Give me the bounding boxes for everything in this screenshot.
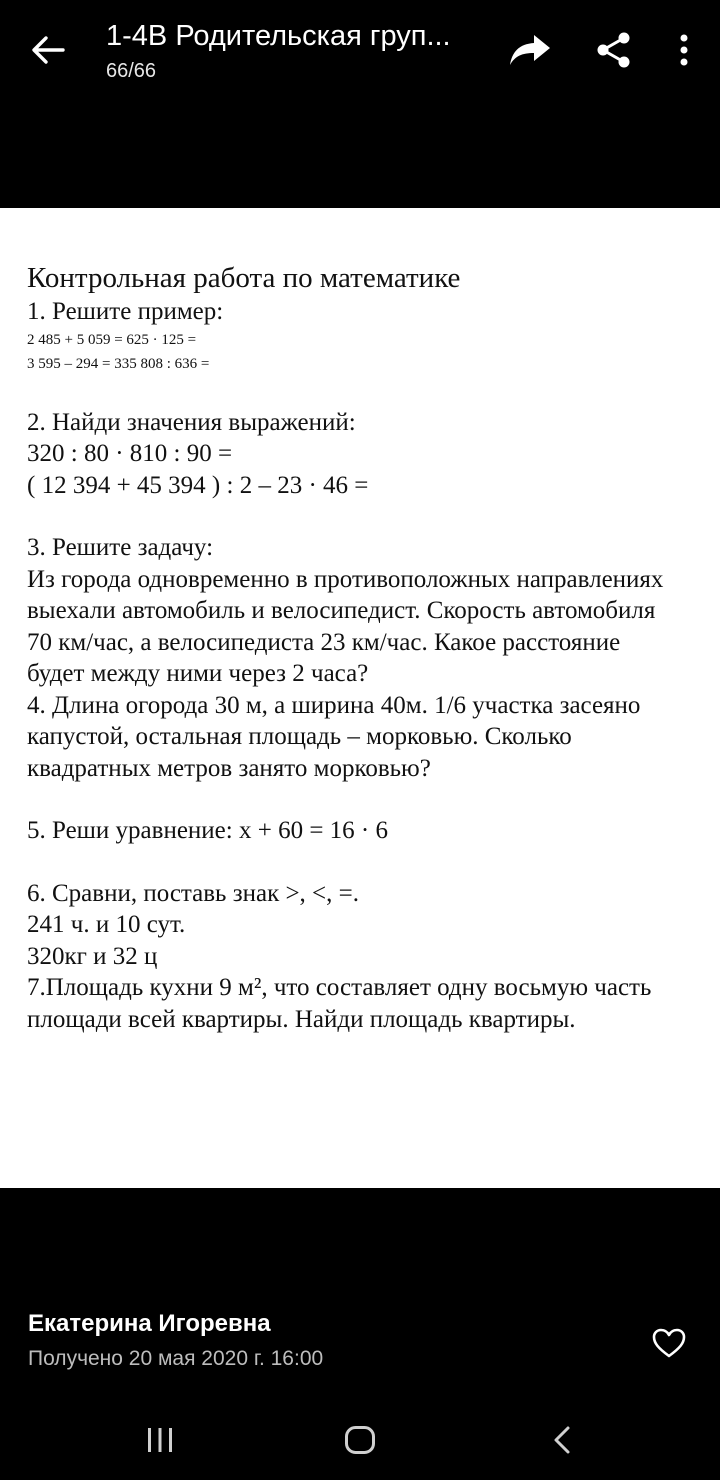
task-3-text-line-3: 70 км/час, а велосипедиста 23 км/час. Какое расстояние: [27, 628, 621, 656]
back-button[interactable]: [24, 28, 72, 72]
task-2-expression-2: ( 12 394 + 45 394 ) : 2 – 23 · 46 =: [27, 471, 369, 499]
like-button[interactable]: [646, 1320, 692, 1366]
arrow-left-icon: [31, 35, 65, 65]
task-7-text-line-1: 7.Площадь кухни 9 м², что составляет одну восьмую часть: [27, 974, 652, 1001]
forward-icon: [508, 33, 552, 67]
sender-name: Екатерина Игоревна: [28, 1310, 271, 1337]
heart-icon: [652, 1328, 686, 1358]
spacer: [27, 501, 720, 532]
task-4-text-line-2: капустой, остальная площадь – морковью. Сколько: [27, 723, 572, 750]
task-6-compare-1: 241 ч. и 10 сут.: [27, 911, 186, 938]
document-heading: Контрольная работа по математике: [27, 262, 461, 294]
chevron-left-icon: [552, 1425, 572, 1455]
task-3-text-line-1: Из города одновременно в противоположных направлениях: [27, 565, 664, 593]
recent-apps-icon: [145, 1426, 175, 1454]
document-text: [27, 260, 720, 1035]
system-navigation-bar: [0, 1400, 720, 1480]
task-3-text-line-2: выехали автомобиль и велосипедист. Скорость автомобиля: [27, 597, 656, 624]
share-button[interactable]: [590, 26, 638, 74]
task-3-title: 3. Решите задачу:: [27, 534, 214, 561]
task-1-example-row-2: 3 595 – 294 = 335 808 : 636 =: [27, 355, 210, 372]
document-image[interactable]: [0, 208, 720, 1188]
task-2-expression-1: 320 : 80 · 810 : 90 =: [27, 440, 233, 467]
forward-button[interactable]: [506, 26, 554, 74]
task-6-title: 6. Сравни, поставь знак >, <, =.: [27, 879, 360, 907]
task-1-title: 1. Решите пример:: [27, 298, 224, 325]
task-4-text-line-3: квадратных метров занято морковью?: [27, 754, 431, 782]
more-vert-icon: [678, 33, 690, 67]
more-options-button[interactable]: [660, 26, 708, 74]
chat-title: 1-4В Родительская груп...: [106, 20, 451, 52]
received-timestamp: Получено 20 мая 2020 г. 16:00: [28, 1347, 324, 1370]
share-icon: [596, 31, 632, 69]
top-app-bar: [0, 0, 720, 100]
spacer: [27, 847, 720, 878]
spacer: [27, 376, 720, 407]
nav-back-button[interactable]: [538, 1418, 586, 1462]
task-2-title: 2. Найди значения выражений:: [27, 408, 356, 436]
home-button[interactable]: [336, 1418, 384, 1462]
task-5-equation: 5. Реши уравнение: х + 60 = 16 · 6: [27, 817, 388, 844]
image-counter: 66/66: [106, 60, 157, 82]
task-4-text-line-1: 4. Длина огорода 30 м, а ширина 40м. 1/6 участка засеяно: [27, 691, 641, 719]
home-icon: [344, 1425, 376, 1455]
task-3-text-line-4: будет между ними через 2 часа?: [27, 660, 369, 687]
spacer: [27, 784, 720, 815]
recent-apps-button[interactable]: [136, 1418, 184, 1462]
task-6-compare-2: 320кг и 32 ц: [27, 942, 158, 970]
task-7-text-line-2: площади всей квартиры. Найди площадь квартиры.: [27, 1005, 576, 1033]
task-1-example-row-1: 2 485 + 5 059 = 625 · 125 =: [27, 331, 197, 348]
